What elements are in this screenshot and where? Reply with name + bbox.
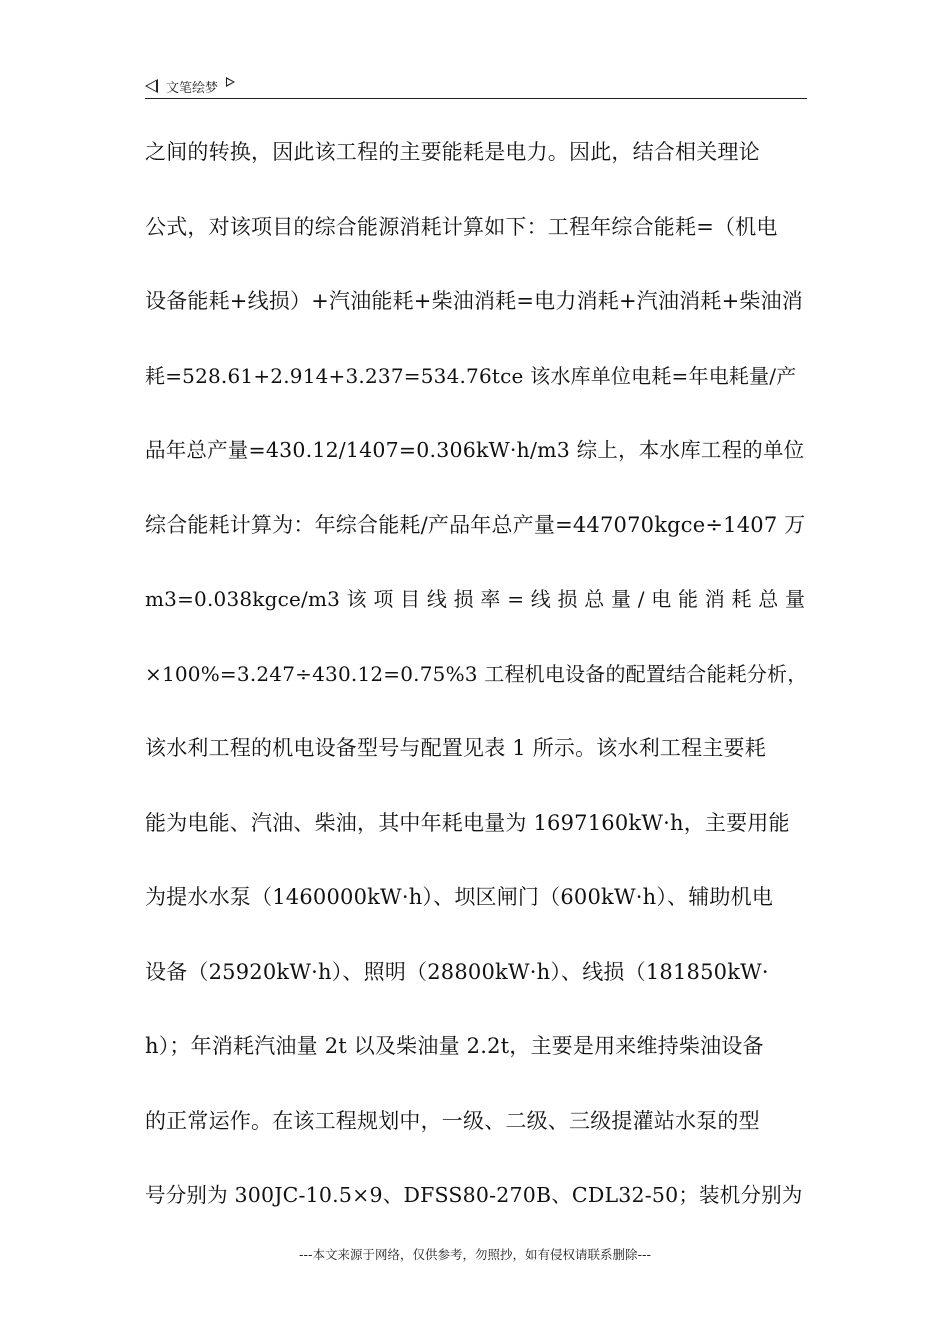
text-line-14: 的正常运作。在该工程规划中，一级、二级、三级提灌站水泵的型: [145, 1108, 760, 1133]
text-line-13: h）；年消耗汽油量 2t 以及柴油量 2.2t，主要是用来维持柴油设备: [145, 1034, 764, 1058]
text-line-8: ×100%=3.247÷430.12=0.75%3 工程机电设备的配置结合能耗分析，: [145, 661, 808, 686]
header-title: 文笔绘梦: [166, 80, 219, 96]
document-body: [145, 132, 807, 1250]
text-line-6: 综合能耗计算为：年综合能耗/产品年总产量=447070kgce÷1407 万: [145, 512, 806, 537]
text-line-3: 设备能耗+线损）+汽油能耗+柴油消耗=电力消耗+汽油消耗+柴油消: [145, 289, 803, 313]
text-line-2: 公式，对该项目的综合能源消耗计算如下：工程年综合能耗=（机电: [145, 214, 778, 239]
text-line-11: 为提水水泵（1460000kW·h）、坝区闸门（600kW·h）、辅助机电: [145, 885, 774, 909]
back-triangle-icon: [145, 79, 158, 93]
text-line-7: m3=0.038kgce/m3 该 项 目 线 损 率 = 线 损 总 量 / 电 能 消 耗 总 量: [145, 587, 806, 611]
text-line-5: 品年总产量=430.12/1407=0.306kW·h/m3 综上，本水库工程的单位: [145, 438, 805, 462]
text-line-15: 号分别为 300JC-10.5×9、DFSS80-270B、CDL32-50；装机分别为: [145, 1183, 803, 1207]
text-line-10: 能为电能、汽油、柴油，其中年耗电量为 1697160kW·h，主要用能: [145, 810, 790, 835]
page-header: [145, 74, 807, 99]
text-line-4: 耗=528.61+2.914+3.237=534.76tce 该水库单位电耗=年电耗量/产: [145, 363, 797, 388]
text-line-9: 该水利工程的机电设备型号与配置见表 1 所示。该水利工程主要耗: [145, 736, 766, 760]
footer-notice: ---本文来源于网络，仅供参考，勿照抄，如有侵权请联系删除---: [298, 1247, 652, 1262]
forward-triangle-icon: [226, 77, 235, 87]
text-line-1: 之间的转换，因此该工程的主要能耗是电力。因此，结合相关理论: [145, 140, 760, 164]
text-line-12: 设备（25920kW·h）、照明（28800kW·h）、线损（181850kW·: [145, 959, 769, 984]
